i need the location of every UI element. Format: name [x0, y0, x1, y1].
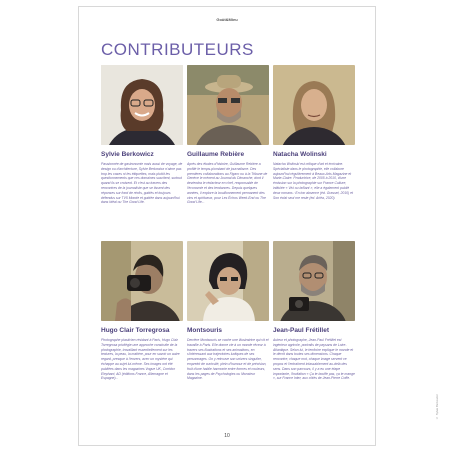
contributor-bio: Photographe plasticien résidant à Paris, Hugo Clair Torregrosa privilégie une approche construite de la photographie, travaillant essentiellement sur les textures, la peau, la matière, pour en savoir un autre regard, presque à l'envers, avec un mystère qui échappe au sujet lui-même. Ses images ont été publiées dans les magazines Vogue UK, Corridor Elephant, AD (éditions France, Allemagne et Espagne)... [101, 338, 180, 381]
page-title: CONTRIBUTEURS [101, 40, 254, 59]
contributor-photo [273, 241, 355, 321]
contributor-photo [101, 241, 183, 321]
contributor-card [101, 241, 183, 381]
contributor-card [101, 65, 183, 205]
contributor-photo [273, 65, 355, 145]
contributor-bio: Passionnée de gastronomie mais aussi de voyage, de design ou d'architecture, Sylvie Berkowicz n'aime pas trop les cases ni les étiquettes, mais plutôt les questionnements que ces domaines suscitent, surtout quand ils se croisent. Et c'est au travers des rencontres de la journaliste que se tissent des réponses sur fond de récits, guidés et toujours défendus sur TV5 Monde et guidée dans aujourd'hui dans Idéal ou The Good Life. [101, 162, 183, 205]
contributor-name: Montsouris [187, 327, 223, 334]
contributor-card [273, 241, 355, 381]
contributor-photo [187, 241, 269, 321]
contributor-card [187, 65, 269, 205]
contributor-bio: Derrière Montsouris se cache une illustratrice qui vit et travaille à Paris. Elle donne vie à un monde rêveur à travers ses illustrations et ses animations, en s'intéressant aux trajectoires ludiques de ses personnages. On y retrouve son univers singulier, empreint de curiosité, plein d'humour et de précision, fruit d'une habile harmonie entre formes et couleurs, dans les pages de Psychologies ou Monsieur Magazine. [187, 338, 269, 381]
contributor-card [273, 65, 355, 200]
contributor-photo [101, 65, 183, 145]
contributor-photo [187, 65, 269, 145]
contributor-card [187, 241, 269, 381]
contributor-name: Guillaume Rebière [187, 151, 245, 158]
page-number: 10 [224, 433, 230, 439]
contributor-name: Hugo Clair Torregrosa [101, 327, 170, 334]
contributor-bio: Auteur et photographe, Jean-Paul Frétillet est ingénieur agricole, portraits de paysans de Loire-Atlantique. Selon lui, le territoire explique le monde et le décrit dans toutes ses dimensions. Chaque rencontre, chaque mot, chaque image servent ce propos et l'entraînent inlassablement au-delà des sens. Dans son parcours, il y a eu une étape importante, l'invitation « Ça te bouffe pas, ça te mange », sur France Inter, aux côtés de Jean-Pierre Coffe. [273, 338, 355, 381]
magazine-brand: Goût&Mieu [216, 17, 238, 22]
contributor-name: Natacha Wolinski [273, 151, 327, 158]
photo-credit: © Sylvie Berkowicz [435, 394, 439, 420]
contributor-bio: Après des études d'histoire, Guillaume Rebière a profité le temps-plombant de journalisme. Des premières collaborations au Figaro ou à la Tribune de Genève le mènent au Journal du Dimanche, dont il deviendra le rédacteur en chef, responsable de l'économie et des tendances. Depuis quelques années, il explore la bouillonnement permanent des vins et spiritueux, pour Les Échos Week-End ou The Good Life... [187, 162, 268, 205]
contributor-bio: Natacha Wolinski est critique d'art et écrivaine. Spécialiste dans le photographie, elle collabore aujourd'hui régulièrement à Beaux-Arts Magazine et Marie-Claire. Productrice, de 2005 à 2010, d'une émission sur la photographie sur France Culture, intitulée « Vivi ou brillant », elle a également publié deux romans : En ton absence (éd. Grasset, 2010) et Son éclat seul me reste (éd. Arléa, 2020). [273, 162, 353, 200]
magazine-page [78, 6, 376, 446]
contributor-name: Jean-Paul Frétillet [273, 327, 329, 334]
contributor-name: Sylvie Berkowicz [101, 151, 154, 158]
